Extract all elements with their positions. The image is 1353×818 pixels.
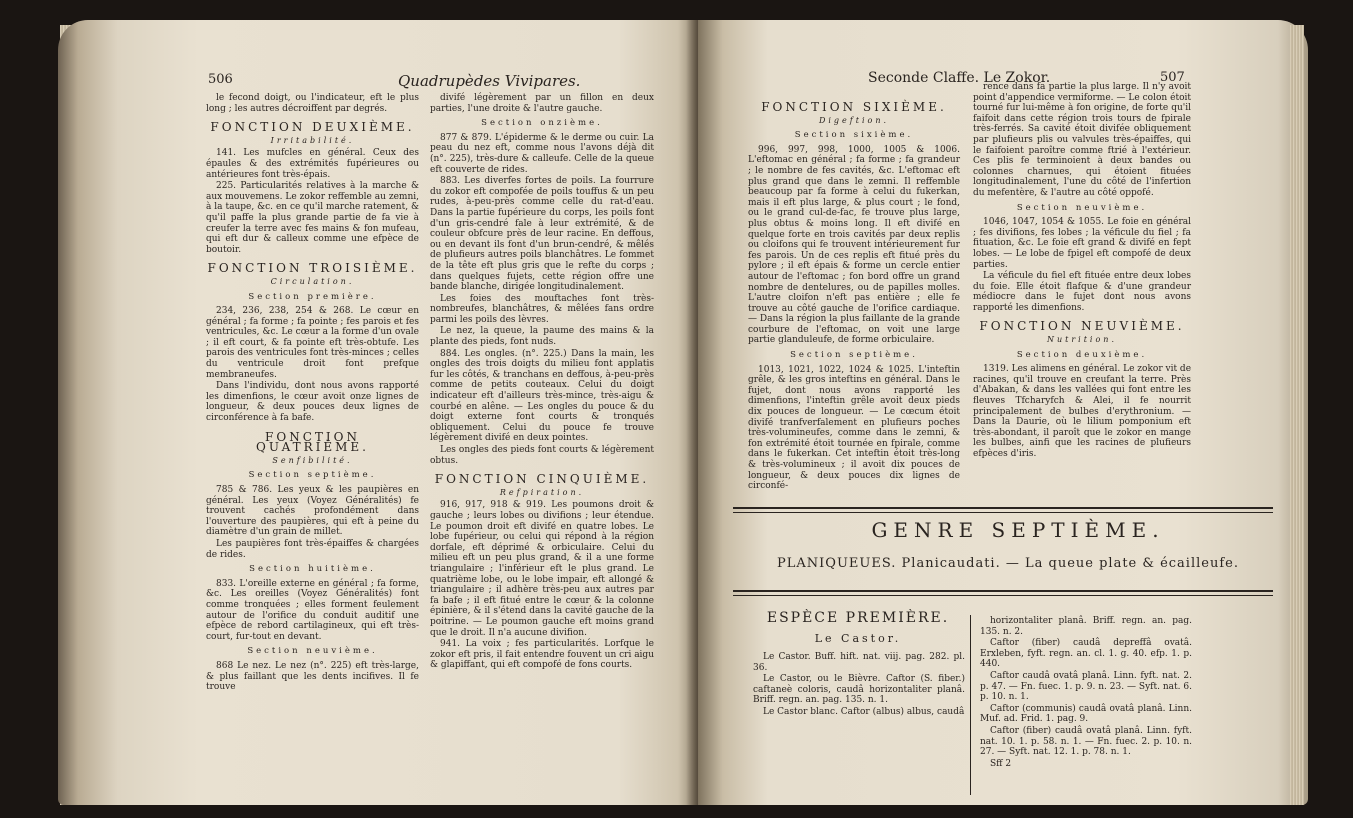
right-column-1 xyxy=(748,94,960,493)
subject-heading: Digeftion. xyxy=(818,115,890,125)
fonction-heading: FONCTION NEUVIÈME. xyxy=(979,319,1185,334)
synonym-entry: Le Castor, ou le Bièvre. Caftor (S. fiber.) caftaneè coloris, caudâ horizontaliter planâ. Briff. regn. an. pag. 135. n. 1. xyxy=(753,674,965,706)
paragraph: 833. L'oreille externe en général ; fa forme, &c. Les oreilles (Voyez Généralités) font comme tronquées ; elles forment feulement autour de l'orifice du conduit auditif une efpèce de rebord cartilagineux, qui eft très-court, fur-tout en devant. xyxy=(206,578,419,642)
paragraph: 941. La voix ; fes particularités. Lorfque le zokor eft pris, il fait entendre fouvent un cri aigu & glapiffant, qui eft compofé de fons courts. xyxy=(430,639,654,671)
paragraph: Les foies des mouftaches font très-nombreufes, blanchâtres, & mêlées fans ordre parmi les poils des lèvres. xyxy=(430,293,654,325)
synonym-entry: Le Castor. Buff. hift. nat. viij. pag. 282. pl. 36. xyxy=(753,652,965,673)
left-page-number: 506 xyxy=(208,72,233,87)
paragraph: 1013, 1021, 1022, 1024 & 1025. L'inteftin grêle, & les gros inteftins en général. Dans le fujet, dont nous avons rapporté les dimenfions, l'inteftin grêle avoit deux pieds dix pouces de longueur. — Le cœcum étoit divifé tranfverfalement en plufieurs poches très-volumineufes, comme dans le zemni, & fon extrémité étoit tournée en fpirale, comme dans le fukerkan. Cet inteftin étoit très-long & très-volumineux ; il avoit dix pouces de longueur, & deux pouces dix lignes de circonfé- xyxy=(748,364,960,492)
castor-synonyms-left xyxy=(753,652,965,719)
section-heading: Section onzième. xyxy=(481,118,603,129)
subject-heading: Nutrition. xyxy=(1046,335,1118,345)
fonction-heading: FONCTION SIXIÈME. xyxy=(761,100,947,114)
open-book xyxy=(58,20,1308,810)
subject-heading: Refpiration. xyxy=(499,487,585,497)
left-column-2 xyxy=(430,93,654,672)
column-divider xyxy=(970,615,971,795)
planiqueues-subtitle: PLANIQUEUES. Planicaudati. — La queue plate & écailleufe. xyxy=(777,556,1239,571)
paragraph: 1046, 1047, 1054 & 1055. Le foie en général ; fes divifions, fes lobes ; la véficule du fiel ; fa fituation, &c. Le foie eft grand & divifé en fept lobes. — Le lobe de fpigel eft compofé de deux parties. xyxy=(973,217,1191,270)
right-column-2 xyxy=(973,82,1191,461)
fonction-heading: FONCTION CINQUIÈME. xyxy=(434,472,650,487)
castor-synonyms-right xyxy=(980,616,1192,770)
synonym-entry: Caftor (communis) caudâ ovatâ planâ. Linn. Muf. ad. Frid. 1. pag. 9. xyxy=(980,703,1192,725)
paragraph: La véficule du fiel eft fituée entre deux lobes du foie. Elle étoit flafque & d'une grandeur médiocre dans le fujet dont nous avons rapporté les dimenfions. xyxy=(973,271,1191,313)
fonction-heading: FONCTION DEUXIÈME. xyxy=(210,120,415,135)
section-heading: Section septième. xyxy=(790,350,918,361)
top-divider-rule xyxy=(733,507,1273,509)
paragraph: le fecond doigt, ou l'indicateur, eft le plus long ; les autres décroiffent par degrés. xyxy=(206,93,419,114)
left-column-1 xyxy=(206,93,419,694)
paragraph: 225. Particularités relatives à la marche & aux mouvemens. Le zokor reffemble au zemni, à la taupe, &c. en ce qu'il marche ratement, & qu'il paffe la plus grande partie de fa vie à creufer la terre avec fes mains & fon mufeau, qui eft dur & calleux comme une efpèce de boutoir. xyxy=(206,181,419,255)
left-page xyxy=(58,20,698,805)
synonym-entry: Caftor (fiber) caudâ ovatâ planâ. Linn. fyft. nat. 10. 1. p. 58. n. 1. — Fn. fuec. 2. p. 10. n. 27. — Syft. nat. 12. 1. p. 78. n. 1. xyxy=(980,725,1192,758)
paragraph: Le nez, la queue, la paume des mains & la plante des pieds, font nuds. xyxy=(430,326,654,348)
synonym-entry: Le Castor blanc. Caftor (albus) albus, caudâ xyxy=(763,706,965,717)
section-heading: Section huitième. xyxy=(249,564,376,575)
castor-heading: Le Castor. xyxy=(814,632,902,645)
paragraph: 234, 236, 238, 254 & 268. Le cœur en général ; fa forme ; fa pointe ; fes parois et fes ventricules, &c. Le cœur a la forme d'un ovale ; il eft court, & fa pointe eft très-obtufe. Les parois des ventricules font très-minces ; celles du ventricule droit font prefque membraneufes. xyxy=(206,306,419,380)
paragraph: divifé légèrement par un fillon en deux parties, l'une droite & l'autre gauche. xyxy=(430,93,654,114)
section-heading: Section première. xyxy=(248,291,377,302)
fonction-heading: FONCTION TROISIÈME. xyxy=(207,261,418,276)
section-heading: Section sixième. xyxy=(794,130,914,141)
synonym-entry: Caftor caudâ ovatâ planâ. Linn. fyft. nat. 2. p. 47. — Fn. fuec. 1. p. 9. n. 23. — Syft. nat. 6. p. 10. n. 1. xyxy=(980,670,1192,703)
paragraph: 785 & 786. Les yeux & les paupières en général. Les yeux (Voyez Généralités) fe trouvent cachés profondément dans l'ouverture des paupières, qui eft à peine du diamètre d'un grain de millet. xyxy=(206,485,419,538)
paragraph: 884. Les ongles. (n°. 225.) Dans la main, les ongles des trois doigts du milieu font applatis fur les côtés, & tranchans en deffous, à-peu-près comme de petits couteaux. Celui du doigt indicateur eft d'ailleurs très-mince, très-aigu & courbé en alêne. — Les ongles du pouce & du doigt externe font courts & tronqués obliquement. Celui du pouce fe trouve légèrement divifé en deux pointes. xyxy=(430,348,654,444)
bottom-divider-rule xyxy=(733,590,1273,592)
synonym-entry: Caftor (fiber) caudâ depreffâ ovatâ. Erxleben, fyft. regn. an. cl. 1. g. 40. efp. 1. p. 440. xyxy=(980,638,1192,670)
subject-heading: Senfibilité. xyxy=(272,455,353,465)
paragraph: 916, 917, 918 & 919. Les poumons droit & gauche ; leurs lobes ou divifions ; leur étendue. Le poumon droit eft divifé en quatre lobes. Le lobe fupérieur, ou celui qui répond à la région dorfale, eft déprimé & orbiculaire. Celui du milieu eft un peu plus grand, & il a une forme triangulaire ; l'inférieur eft le plus grand. Le quatrième lobe, ou le lobe impair, eft allongé & triangulaire ; il adhère très-peu aux autres par fa bafe ; il eft fitué entre le cœur & la colonne épinière, & il s'étend dans la cavité gauche de la poitrine. — Le poumon gauche eft moins grand que le droit. Il n'a aucune divifion. xyxy=(430,500,654,638)
section-heading: Section septième. xyxy=(248,470,377,481)
genre-title: GENRE SEPTIÈME. xyxy=(871,518,1165,542)
section-heading: Section deuxième. xyxy=(1016,349,1148,360)
paragraph: Les paupières font très-épaiffes & chargées de rides. xyxy=(206,538,419,560)
paragraph: 868 Le nez. Le nez (n°. 225) eft très-large, & plus faillant que les dents incifives. Il fe trouve xyxy=(206,660,419,693)
section-heading: Section neuvième. xyxy=(247,646,378,657)
paragraph: 996, 997, 998, 1000, 1005 & 1006. L'eftomac en général ; fa forme ; fa grandeur ; le nombre de fes cavités, &c. L'eftomac eft plus grand que dans le zemni. Il reffemble beaucoup par fa forme à celui du fukerkan, mais il eft plus large, & plus court ; le fond, ou le grand cul-de-fac, fe trouve plus large, plus obtus & moins long. Il eft divifé en quelque forte en trois cavités par deux replis ou cloifons qui fe trouvent intérieurement fur fes parois. Un de ces replis eft fitué près du pylore ; il eft épais & forme un cercle entier autour de l'eftomac ; fon bord offre un grand nombre de dentelures, ou de papilles molles. L'autre cloifon n'eft pas entière ; elle fe trouve au côté gauche de l'orifice cardiaque. — Dans la région la plus faillante de la grande courbure de l'eftomac, on voit une large partie glanduleufe, de forme orbiculaire. xyxy=(748,144,960,346)
synonym-entry: Sff 2 xyxy=(990,758,1012,769)
right-page-number: 507 xyxy=(1160,70,1185,85)
synonym-entry: horizontaliter planâ. Briff. regn. an. pag. 135. n. 2. xyxy=(980,616,1192,637)
right-running-head: Seconde Claffe. Le Zokor. xyxy=(868,70,1051,86)
top-divider-rule-2 xyxy=(733,512,1273,513)
paragraph: 1319. Les alimens en général. Le zokor vit de racines, qu'il trouve en creufant la terre. Près d'Abakan, & dans les vallées qui font entre les fleuves Tfcharyfch & Alei, il fe nourrit principalement de bulbes d'erythronium. — Dans la Daurie, où le lilium pomponium eft très-abondant, il paroît que le zokor en mange les bulbes, ainfi que les racines de plufieurs efpèces d'iris. xyxy=(973,364,1192,459)
paragraph: 141. Les mufcles en général. Ceux des épaules & des extrémités fupérieures ou antérieures font très-épais. xyxy=(206,148,419,180)
paragraph: rence dans fa partie la plus large. Il n'y avoit point d'appendice vermiforme. — Le colon étoit tourné fur lui-même à fon origine, de forte qu'il faifoit dans cette région trois tours de fpirale très-ferrés. Sa cavité étoit divifée obliquement par plufieurs plis ou valvules très-épaiffes, qui le faifoient paroître comme ftrié à l'extérieur. Ces plis fe terminoient à deux bandes ou colonnes charnues, qui étoient fituées longitudinalement, l'une du côté de l'infertion du mefentère, & l'autre au côté oppofé. xyxy=(973,82,1191,198)
subject-heading: Circulation. xyxy=(270,276,355,286)
fonction-heading: FONCTION QUATRIÈME. xyxy=(256,429,369,455)
right-page-edges xyxy=(1290,25,1304,805)
left-running-head: Quadrupèdes Vivipares. xyxy=(398,72,581,90)
right-page xyxy=(698,20,1308,805)
paragraph: 877 & 879. L'épiderme & le derme ou cuir. La peau du nez eft, comme nous l'avons déjà dit (n°. 225), très-dure & calleufe. Celle de la queue eft couverte de rides. xyxy=(430,132,654,175)
paragraph: Dans l'individu, dont nous avons rapporté les dimenfions, le cœur avoit onze lignes de longueur, & deux pouces deux lignes de circonférence à fa bafe. xyxy=(206,381,419,424)
paragraph: Les ongles des pieds font courts & légèrement obtus. xyxy=(430,445,654,466)
espece-title: ESPÈCE PREMIÈRE. xyxy=(766,610,950,626)
bottom-divider-rule-2 xyxy=(733,595,1273,596)
section-heading: Section neuvième. xyxy=(1016,202,1148,213)
paragraph: 883. Les diverfes fortes de poils. La fourrure du zokor eft compofée de poils touffus & un peu rudes, à-peu-près comme celle du rat-d'eau. Dans la partie fupérieure du corps, les poils font d'un gris-cendré fale à leur extrémité, & de couleur obfcure près de leur racine. En deffous, ou en devant ils font d'un brun-cendré, & mêlés de plufieurs autres poils blanchâtres. Le fommet de la tête eft plus gris que le refte du corps ; dans quelques fujets, cette région offre une bande blanche, dirigée longitudinalement. xyxy=(430,176,654,293)
subject-heading: Irritabilité. xyxy=(270,135,355,145)
